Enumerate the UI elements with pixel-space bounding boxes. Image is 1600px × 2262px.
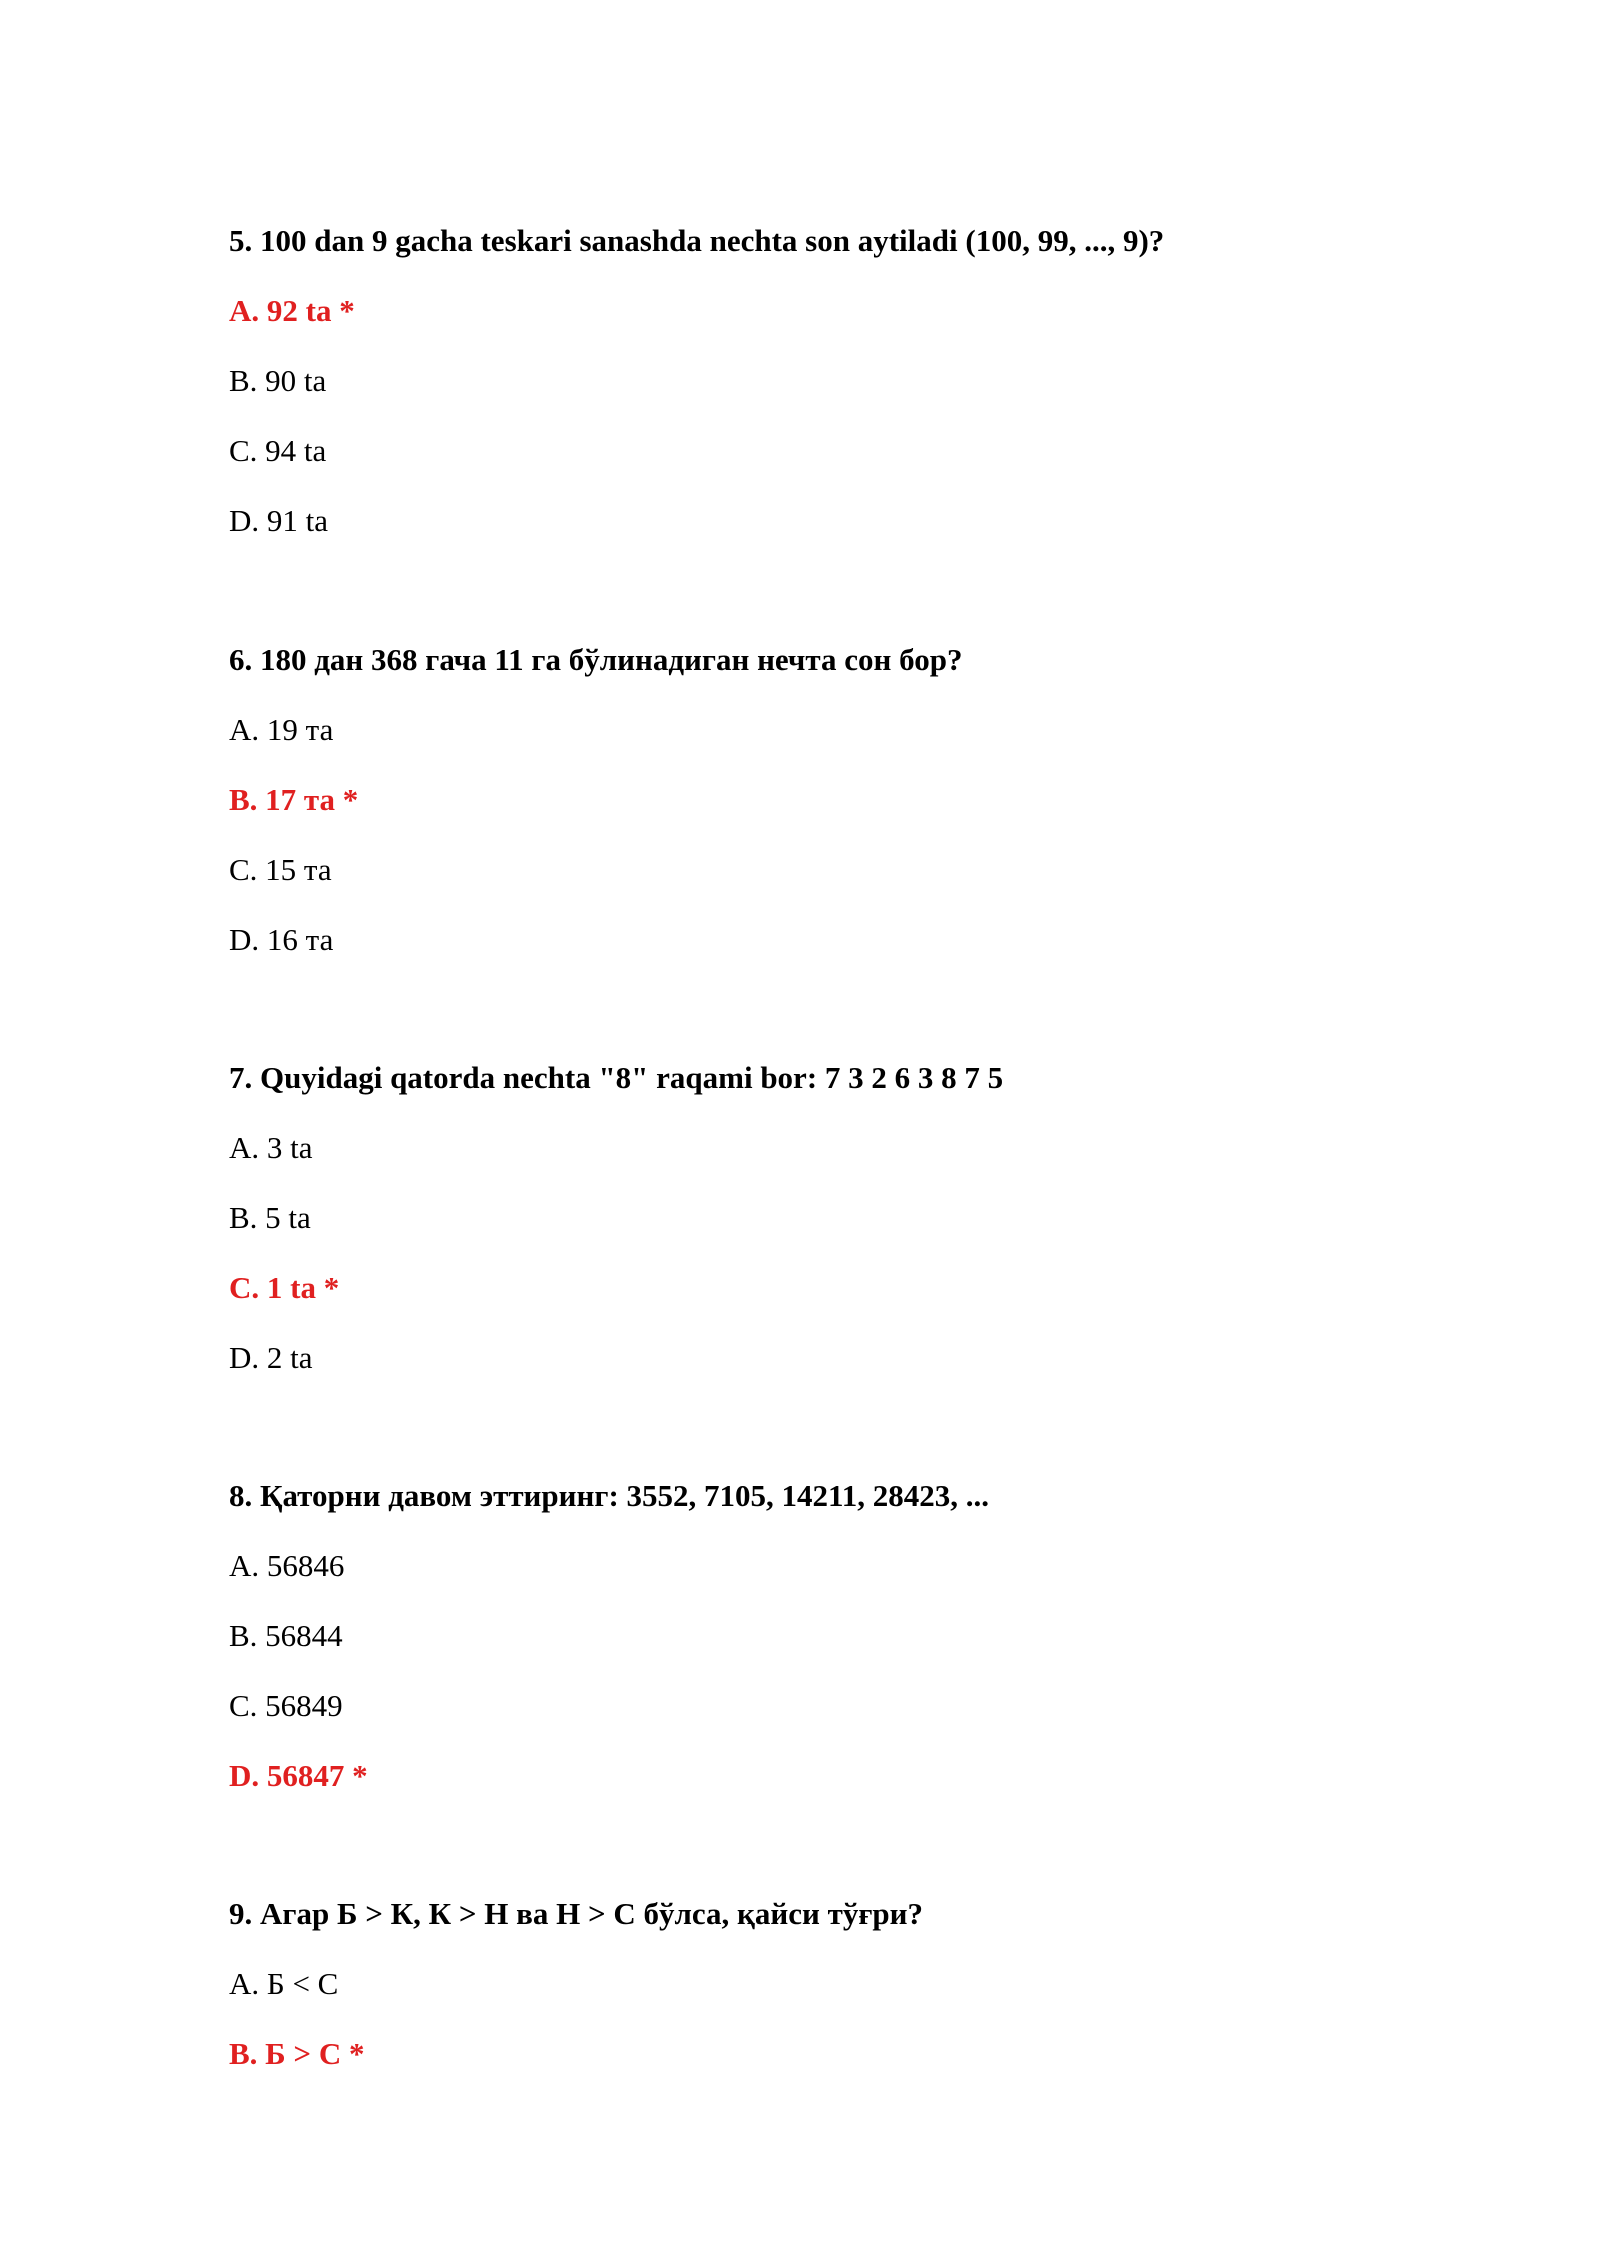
option-c: C. 15 та bbox=[229, 852, 332, 887]
option-b: B. 90 ta bbox=[229, 363, 327, 398]
option-d: D. 91 ta bbox=[229, 503, 329, 538]
question-7 bbox=[229, 1058, 1429, 1378]
option-b: B. 56844 bbox=[229, 1618, 343, 1653]
option-a: A. 56846 bbox=[229, 1548, 345, 1583]
option-a: A. 3 ta bbox=[229, 1130, 313, 1165]
option-b: B. 5 ta bbox=[229, 1200, 311, 1235]
option-a: A. 19 та bbox=[229, 712, 334, 747]
question-9 bbox=[229, 1894, 1429, 2074]
option-b-correct: B. 17 та * bbox=[229, 782, 359, 817]
question-text: 5. 100 dan 9 gacha teskari sanashda nechta son aytiladi (100, 99, ..., 9)? bbox=[229, 223, 1165, 258]
option-c-correct: C. 1 ta * bbox=[229, 1270, 340, 1305]
option-a-correct: A. 92 ta * bbox=[229, 293, 355, 328]
option-c: C. 94 ta bbox=[229, 433, 327, 468]
question-text: 9. Агар Б > К, К > Н ва Н > С бўлса, қайси тўғри? bbox=[229, 1896, 924, 1931]
option-b-correct: B. Б > С * bbox=[229, 2036, 365, 2071]
option-d: D. 16 та bbox=[229, 922, 334, 957]
option-d-correct: D. 56847 * bbox=[229, 1758, 368, 1793]
question-text: 6. 180 дан 368 гача 11 га бўлинадиган нечта сон бор? bbox=[229, 642, 963, 677]
question-8 bbox=[229, 1476, 1429, 1796]
question-6 bbox=[229, 640, 1429, 960]
option-c: C. 56849 bbox=[229, 1688, 343, 1723]
question-text: 8. Қаторни давом эттиринг: 3552, 7105, 14211, 28423, ... bbox=[229, 1478, 990, 1513]
question-5 bbox=[229, 221, 1429, 541]
option-d: D. 2 ta bbox=[229, 1340, 313, 1375]
question-text: 7. Quyidagi qatorda nechta "8" raqami bor: 7 3 2 6 3 8 7 5 bbox=[229, 1060, 1004, 1095]
option-a: A. Б < С bbox=[229, 1966, 339, 2001]
